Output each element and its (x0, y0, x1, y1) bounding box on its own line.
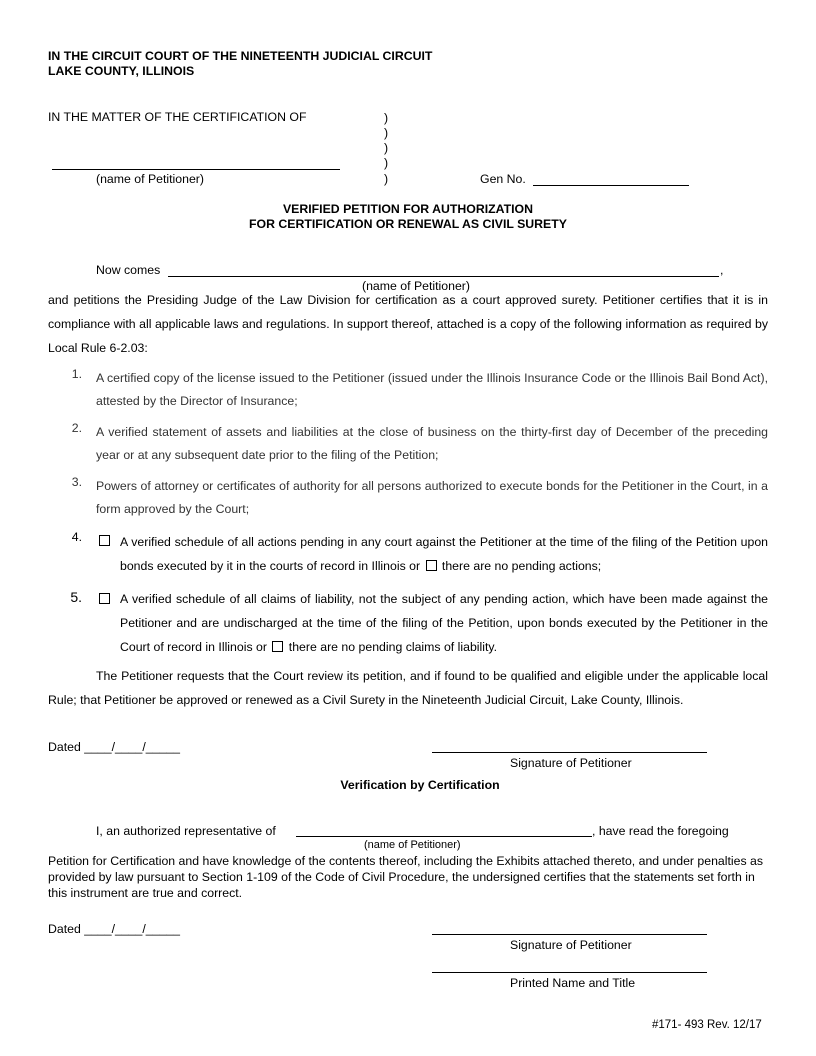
caption-paren: ) (384, 126, 389, 140)
signature-line[interactable] (432, 934, 707, 935)
dated-field[interactable]: Dated ____/____/_____ (48, 922, 180, 936)
item-number: 2. (71, 421, 82, 435)
caption-paren: ) (384, 111, 389, 125)
item-5-none-checkbox[interactable] (272, 641, 283, 652)
caption-paren: ) (384, 172, 389, 186)
court-name-line2: LAKE COUNTY, ILLINOIS (48, 64, 195, 78)
dated-field[interactable]: Dated ____/____/_____ (48, 740, 180, 754)
item-5-checkbox[interactable] (99, 593, 110, 604)
item-2-text: A verified statement of assets and liabilities at the close of business on the thirty-first day of December of the preceding year or at any subsequent date prior to the filing of the Petition; (96, 425, 768, 462)
verification-title: Verification by Certification (340, 778, 500, 792)
petitioner-name-line[interactable] (52, 169, 340, 170)
gen-no-line[interactable] (533, 185, 689, 186)
signature-label: Signature of Petitioner (510, 938, 632, 952)
item-number: 1. (71, 367, 82, 381)
intro-paragraph: and petitions the Presiding Judge of the Law Division for certification as a court approved surety. Petitioner certifies that it is in compliance with all applicable laws and regulations. In support thereof, attached is a copy of the following information as required by Local Rule 6-2.03: (48, 293, 768, 355)
now-comes-name-line[interactable] (168, 276, 719, 277)
item-5-text-b: there are no pending claims of liability. (288, 640, 498, 654)
verification-paragraph: Petition for Certification and have knowledge of the contents thereof, including the Exhibits attached thereto, and under penalties as provided by law pursuant to Section 1-109 of the Code of Civil Procedure, the undersigned certifies that the statements set forth in this instrument are true and correct. (48, 854, 764, 900)
signature-line[interactable] (432, 752, 707, 753)
matter-caption: IN THE MATTER OF THE CERTIFICATION OF (48, 110, 307, 124)
printed-name-line[interactable] (432, 972, 707, 973)
item-5-text-a: A verified schedule of all claims of liability, not the subject of any pending action, which have been made against the Petitioner and are undischarged at the time of the filing of the Petition, upon bonds executed by the Petitioner in the Court of record in Illinois or (120, 592, 768, 654)
item-3-text: Powers of attorney or certificates of authority for all persons authorized to execute bonds for the Petitioner in the Court, in a form approved by the Court; (96, 479, 768, 516)
item-number: 5. (70, 589, 82, 605)
caption-paren: ) (384, 141, 389, 155)
verification-lead: I, an authorized representative of (96, 824, 276, 838)
printed-name-label: Printed Name and Title (510, 976, 636, 990)
gen-no-label: Gen No. (480, 172, 526, 186)
petition-title-line1: VERIFIED PETITION FOR AUTHORIZATION (282, 202, 534, 216)
caption-paren: ) (384, 156, 389, 170)
petitioner-name-label: (name of Petitioner) (96, 172, 204, 186)
verification-name-label: (name of Petitioner) (364, 839, 461, 851)
signature-label: Signature of Petitioner (510, 756, 632, 770)
now-comes-label: Now comes (96, 263, 161, 277)
petition-title-line2: FOR CERTIFICATION OR RENEWAL AS CIVIL SURETY (249, 217, 567, 231)
item-4-text (120, 530, 768, 578)
item-number: 3. (71, 475, 82, 489)
item-4-text-a: A verified schedule of all actions pending in any court against the Petitioner at the time of the filing of the Petition upon bonds executed by it in the courts of record in Illinois or (120, 535, 768, 573)
item-number: 4. (71, 530, 82, 544)
request-paragraph: The Petitioner requests that the Court review its petition, and if found to be qualified and eligible under the applicable local Rule; that Petitioner be approved or renewed as a Civil Surety in the Nineteenth Judicial Circuit, Lake County, Illinois. (48, 669, 768, 707)
verification-tail: , have read the foregoing (592, 824, 729, 838)
verification-name-line[interactable] (296, 836, 592, 837)
item-4-checkbox[interactable] (99, 535, 110, 546)
form-number: #171- 493 Rev. 12/17 (652, 1019, 762, 1031)
item-4-text-b: there are no pending actions; (441, 559, 602, 573)
item-4-none-checkbox[interactable] (426, 560, 437, 571)
item-5-text (120, 587, 768, 659)
now-comes-name-label: (name of Petitioner) (362, 279, 470, 293)
court-name-line1: IN THE CIRCUIT COURT OF THE NINETEENTH JUDICIAL CIRCUIT (48, 49, 433, 63)
now-comes-comma: , (720, 263, 724, 277)
item-1-text: A certified copy of the license issued to the Petitioner (issued under the Illinois Insurance Code or the Illinois Bail Bond Act), attested by the Director of Insurance; (96, 371, 768, 408)
